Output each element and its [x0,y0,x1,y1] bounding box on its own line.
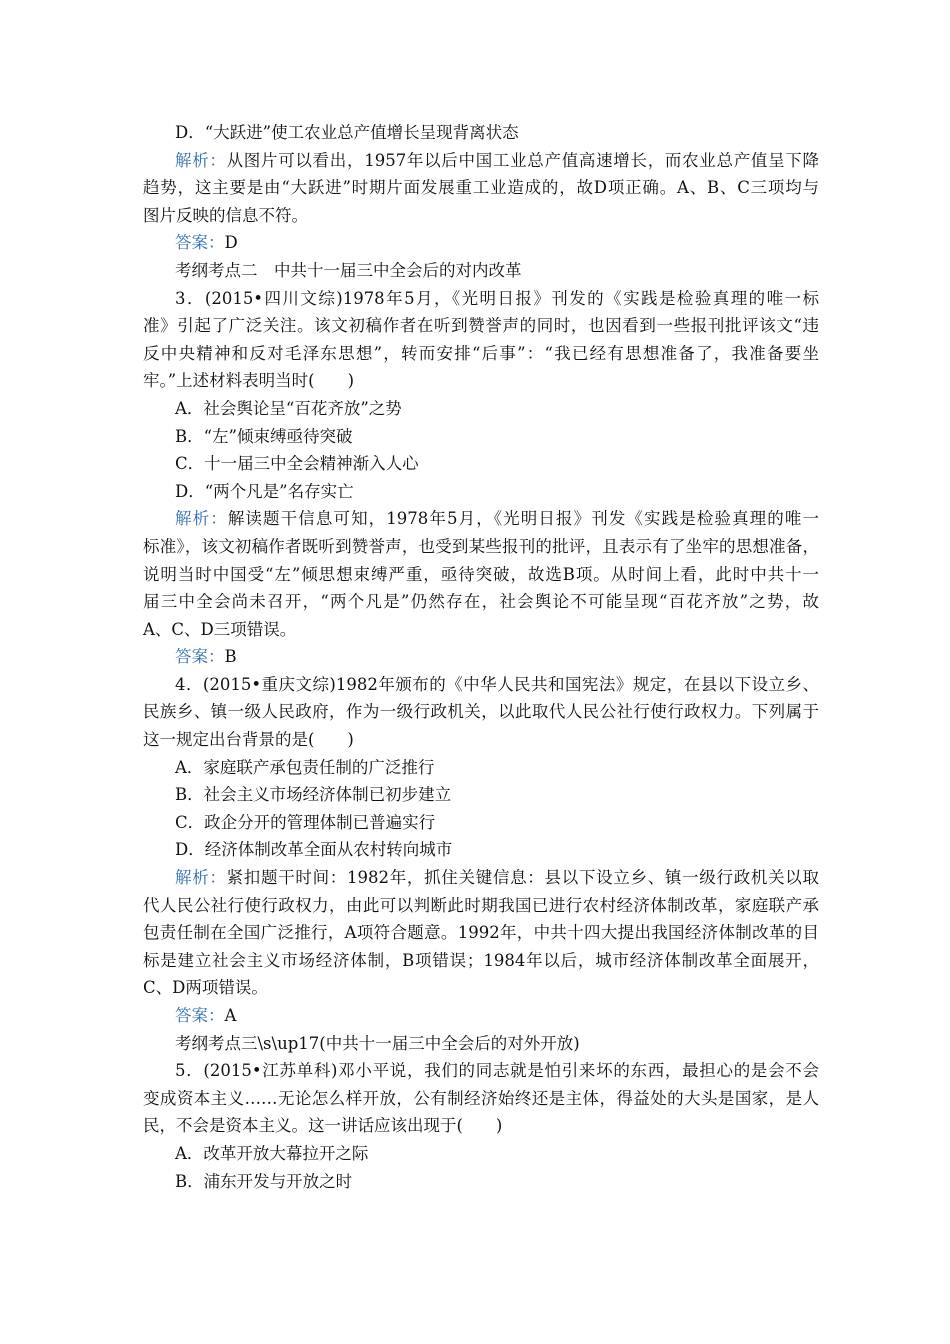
analysis-text: 解读题干信息可知，1978年5月，《光明日报》刊发《实践是检验真理的唯一 [227,509,819,529]
section-2-title: 考纲考点二 中共十一届三中全会后的对内改革 [175,260,522,280]
q3-option-b: B．“左”倾束缚亟待突破 [175,426,353,446]
q4-option-c: C．政企分开的管理体制已普遍实行 [175,812,436,832]
q4-analysis-line-1 [143,864,819,892]
answer-value: A [224,1006,237,1025]
q5-option-a: A．改革开放大幕拉开之际 [175,1143,369,1163]
q3-analysis-line-4: 届三中全会尚未召开，“两个凡是”仍然存在，社会舆论不可能呈现“百花齐放”之势，故 [143,592,819,612]
q5-option-b: B．浦东开发与开放之时 [175,1171,353,1191]
q2-option-d: D．“大跃进”使工农业总产值增长呈现背离状态 [175,123,519,142]
q4-option-b: B．社会主义市场经济体制已初步建立 [175,785,452,805]
answer-label: 答案： [175,647,225,667]
q3-option-c: C．十一届三中全会精神渐入人心 [175,454,419,474]
analysis-label: 解析： [175,868,227,888]
answer-label: 答案： [175,1006,225,1025]
q3-option-a: A．社会舆论呈“百花齐放”之势 [175,398,402,418]
q4-option-d: D．经济体制改革全面从农村转向城市 [175,840,453,860]
q2-answer [143,229,819,257]
q3-answer [143,643,819,671]
analysis-text: 从图片可以看出，1957年以后中国工业总产值高速增长，而农业总产值呈下降 [226,150,820,170]
q3-analysis-line-5: A、C、D三项错误。 [143,619,297,639]
q3-option-d: D．“两个凡是”名存实亡 [175,481,354,501]
q4-analysis-line-2: 代人民公社行使行政权力，由此可以判断此时期我国已进行农村经济体制改革，家庭联产承 [143,895,819,915]
q5-stem-line-2: 变成资本主义……无论怎么样开放，公有制经济始终还是主体，得益处的大头是国家，是人 [143,1088,819,1108]
q4-analysis-line-5: C、D两项错误。 [143,978,268,998]
q2-analysis-line-2: 趋势，这主要是由“大跃进”时期片面发展重工业造成的，故D项正确。A、B、C三项均与 [143,178,819,198]
analysis-label: 解析： [175,150,227,170]
q4-option-a: A．家庭联产承包责任制的广泛推行 [175,757,435,777]
q4-analysis-line-4: 标是建立社会主义市场经济体制，B项错误；1984年以后，城市经济体制改革全面展开， [143,950,819,970]
q3-analysis-line-3: 说明当时中国受“左”倾思想束缚严重，亟待突破，故选B项。从时间上看，此时中共十一 [143,564,819,584]
analysis-label: 解析： [175,509,228,529]
q3-stem-line-4: 牢。”上述材料表明当时( ) [143,371,355,391]
page-content [143,119,819,1195]
section-3-title: 考纲考点三\s\up17(中共十一届三中全会后的对外开放) [175,1033,580,1053]
answer-value: B [224,647,237,667]
analysis-text: 紧扣题干时间：1982年，抓住关键信息：县以下设立乡、镇一级行政机关以取 [226,868,820,888]
q2-analysis-line-3: 图片反映的信息不符。 [143,205,308,225]
q3-stem-line-2: 准》引起了广泛关注。该文初稿作者在听到赞誉声的同时，也因看到一些报刊批评该文“违 [143,316,819,336]
q5-stem-line-3: 民，不会是资本主义。这一讲话应该出现于( ) [143,1116,503,1136]
q4-stem-line-3: 这一规定出台背景的是( ) [143,730,354,750]
q3-stem-line-3: 反中央精神和反对毛泽东思想”，转而安排“后事”：“我已经有思想准备了，我准备要坐 [143,343,819,363]
q4-stem-line-2: 民族乡、镇一级人民政府，作为一级行政机关，以此取代人民公社行使行政权力。下列属于 [143,702,819,722]
q2-analysis-line-1 [143,147,819,175]
q3-analysis-line-2: 标准》，该文初稿作者既听到赞誉声，也受到某些报刊的批评，且表示有了坐牢的思想准备， [143,536,819,556]
q4-answer [143,1002,819,1030]
q3-analysis-line-1 [143,505,819,533]
q4-stem-line-1: 4．(2015•重庆文综)1982年颁布的《中华人民共和国宪法》规定，在县以下设立乡、 [175,674,819,694]
answer-label: 答案： [175,233,225,253]
q4-analysis-line-3: 包责任制在全国广泛推行，A项符合题意。1992年，中共十四大提出我国经济体制改革的目 [143,923,819,943]
q5-stem-line-1: 5．(2015•江苏单科)邓小平说，我们的同志就是怕引来坏的东西，最担心的是会不会 [175,1061,819,1081]
answer-value: D [224,233,238,253]
q3-stem-line-1: 3．(2015•四川文综)1978年5月，《光明日报》刊发的《实践是检验真理的唯一标 [175,288,819,308]
